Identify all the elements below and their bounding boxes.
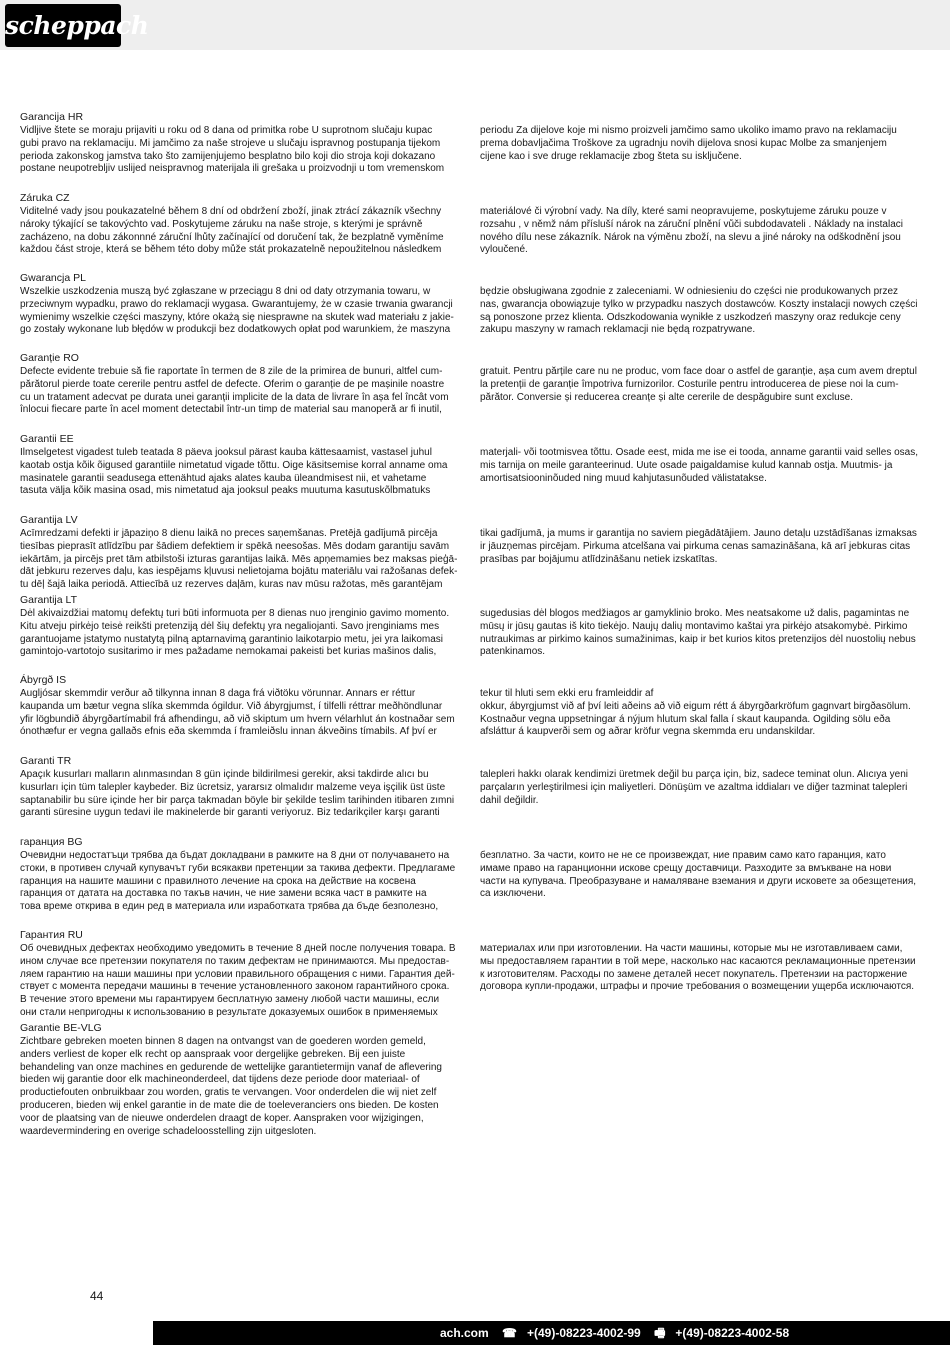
text-line: materjali- või tootmisvea tõttu. Osade eest, mida me ise ei tooda, anname garantii vaid selles osas, xyxy=(480,447,918,458)
text-line: dāt jebkuru rezerves daļu, kas iespējams kļuvusi nelietojama bojātu materiālu vai ražošanas defek- xyxy=(20,566,458,578)
section-lt-right xyxy=(480,608,930,659)
section-pl-left xyxy=(20,286,465,337)
section-hr-right xyxy=(480,125,930,163)
text-line: tasuta välja kõik masina osad, mis nimetatud aja jooksul peaks muutuma kasutuskõlbmatuks xyxy=(20,485,431,497)
section-title-is: Ábyrgð IS xyxy=(20,674,67,686)
section-ee-right xyxy=(480,447,930,485)
text-line: masinatele garantii seadusega ettenähtud ajaks alates kauba üleandmisest nii, et vahetame xyxy=(20,472,427,484)
text-line: Apaçık kusurları malların alınmasından 8 gün içinde bildirilmesi gerekir, aksi takdirde alıcı bu xyxy=(20,769,429,780)
text-line: гаранция от датата на доставка по такъв начин, че ние замени всяка част в рамките на xyxy=(20,888,427,900)
section-bg-right xyxy=(480,850,930,901)
text-line: nároky týkající se takovýchto vad. Poskytujeme záruku na naše stroje, s kterými je správně xyxy=(20,218,423,230)
text-line: Augljósar skemmdir verður að tilkynna innan 8 daga frá viðtöku vörunnar. Annars er réttur xyxy=(20,688,416,699)
footer-website[interactable]: ach.com xyxy=(440,1326,489,1340)
section-pl-right xyxy=(480,286,930,337)
section-title-ru: Гарантия RU xyxy=(20,929,83,941)
section-lv-left xyxy=(20,528,465,592)
section-ru-right xyxy=(480,943,930,994)
text-line: talepleri hakkı olarak kendimizi üretmek değil bu parça için, biz, sadece teminat olun. Alıcıya yeni xyxy=(480,769,908,780)
text-line: ir jāuzņemas pircējam. Pirkuma atcelšana vai pirkuma cenas samazināšana, kā arī jebkuras citas xyxy=(480,540,911,552)
text-line: rozsahu , v němž nám přísluší nárok na záruční plnění vůči subdodavateli . Náklady na instalaci xyxy=(480,218,903,230)
text-line: Об очевидных дефектах необходимо уведомить в течение 8 дней после получения товара. В xyxy=(20,943,456,954)
section-tr-right xyxy=(480,769,930,807)
section-title-pl: Gwarancja PL xyxy=(20,272,86,284)
text-line: В течение этого времени мы гарантируем бесплатную замену любой части машины, если xyxy=(20,994,440,1006)
text-line: periodu Za dijelove koje mi nismo proizveli jamčimo samo ukoliko imamo pravo na reklamaciju xyxy=(480,125,897,136)
footer-phone: +(49)-08223-4002-99 xyxy=(526,1326,641,1340)
text-line: gubi pravo na reklamaciju. Mi jamčimo za naše strojeve u slučaju ispravnog postupanja tijekom xyxy=(20,137,441,149)
section-cz-left xyxy=(20,206,465,257)
section-lv-right xyxy=(480,528,930,566)
text-line: mūsų ir jūsų gautas iš kito tiekėjo. Naujų dalių montavimo kaštai yra pirkėjo atsakomybė. Pirkimo xyxy=(480,620,908,632)
text-line: к изготовителям. Расходы по замене деталей несет покупатель. Претензии на расторжение xyxy=(480,968,908,980)
text-line: garanti süresine uygun tedavi ile makinelerde bir garanti veriyoruz. Biz tedarikçiler karşı garanti xyxy=(20,807,440,819)
text-line: Ilmselgetest vigadest tuleb teatada 8 päeva jooksul pärast kauba kättesaamist, vastasel juhul xyxy=(20,447,432,458)
text-line: kaotab ostja kõik õigused garantiile nimetatud vigade tõttu. Õige käsitsemise korral anname oma xyxy=(20,459,448,471)
text-line: nas, gwarancja obowiązuje tylko w przypadku naszych dostawców. Koszty instalacji nowych części xyxy=(480,298,918,310)
text-line: zakupu maszyny w ramach reklamacji nie będą rozpatrywane. xyxy=(480,324,756,336)
text-line: ствует с момента передачи машины в течение установленного законом гарантийного срока. xyxy=(20,981,450,993)
text-line: zacházeno, na dobu zákonnné záruční lhůty začínající od doručení tak, že bezplatně vyměníme xyxy=(20,231,444,243)
text-line: материалах или при изготовлении. На части машины, которые мы не изготавливаем сами, xyxy=(480,943,903,954)
text-line: Viditelné vady jsou poukazatelné během 8 dní od obdržení zboží, jinak ztrácí zákazník všechny xyxy=(20,206,442,217)
section-is-left xyxy=(20,688,465,739)
section-be-vlg-left xyxy=(20,1036,465,1138)
text-line: părătorul pierde toate cererile pentru astfel de defecte. Oferim o garanție de pe mașinile noastre xyxy=(20,378,445,390)
text-line: Dėl akivaizdžiai matomų defektų turi būti informuota per 8 dienas nuo įrenginio gavimo momento. xyxy=(20,608,450,619)
text-line: договора купли-продажи, штрафы и прочие требования о возмещении ущерба исключаются. xyxy=(480,981,915,993)
text-line: tikai gadījumā, ja mums ir garantija no saviem piegādātājiem. Jauno detaļu uzstādīšanas izmaksas xyxy=(480,528,917,539)
page-number: 44 xyxy=(90,1289,104,1303)
text-line: postane neupotrebljiv uslijed neispravnog materijala ili grešaka u proizvodnji u tom vremenskom xyxy=(20,163,445,175)
text-line: materiálové či výrobní vady. Na díly, které sami neopravujeme, poskytujeme záruku pouze v xyxy=(480,206,887,217)
section-ee-left xyxy=(20,447,465,498)
text-line: dahil değildir. xyxy=(480,794,539,806)
text-line: behandeling van onze machines en gedurende de wettelijke garantietermijn vanaf de aflevering xyxy=(20,1061,442,1073)
brand-logo xyxy=(5,4,149,47)
text-line: ónothæfur er vegna gallaðs efnis eða skemmda í framleiðslu innan ákveðins tímabils. Af því er xyxy=(20,726,437,738)
footer-white-block xyxy=(0,1321,153,1345)
text-line: kaupanda um bætur vegna slíka skemmda ógildur. Við ábyrgjumst, í tilfelli réttrar meðhöndlunar xyxy=(20,700,443,712)
section-title-ee: Garantii EE xyxy=(20,433,74,445)
text-line: go zostały wykonane lub błędów w produkcji bez dodatkowych opłat pod warunkiem, że maszyna xyxy=(20,324,451,336)
text-line: produceren, bieden wij enkel garantie in de mate die de toeleveranciers ons bieden. De kosten xyxy=(20,1099,439,1111)
text-line: Wszelkie uszkodzenia muszą być zgłaszane w przeciągu 8 dni od daty otrzymania towaru, w xyxy=(20,286,431,297)
text-line: това време открива в един ред в материала или изработката трябва да бъде безполезно, xyxy=(20,901,439,913)
text-line: sugedusias dėl blogos medžiagos ar gamyklinio broko. Mes neatsakome už dalis, pagamintas ne xyxy=(480,608,910,619)
text-line: yfir lögbundið ábyrgðartímabil frá afhendingu, að við skiptum um hvern vélarhlut án kostnaðar sem xyxy=(20,713,455,725)
text-line: tu dēļ šajā laika periodā. Attiecībā uz rezerves daļām, kuras nav mūsu ražotas, mēs garantējam xyxy=(20,579,443,591)
section-title-lv: Garantija LV xyxy=(20,514,78,526)
text-line: cu un tratament adecvat pe durata unei garanții implicite de la data de livrare în așa fel încât vom xyxy=(20,391,449,403)
text-line: tekur til hluti sem ekki eru framleiddir af xyxy=(480,688,654,699)
text-line: părător. Conversie și reducerea creanțe și alte cererile de despăgubire sunt excluse. xyxy=(480,391,853,403)
text-line: są ponoszone przez klienta. Odszkodowania wynikłe z uszkodzeń maszyny oraz redukcje ceny xyxy=(480,311,901,323)
text-line: безплатно. За части, които не не се произвеждат, ние правим само като гаранция, като xyxy=(480,850,886,861)
section-is-right xyxy=(480,688,930,739)
text-line: každou část stroje, která se během této doby může stát prokazatelně nepoužitelnou následkem xyxy=(20,244,442,256)
text-line: bieden wij garantie door elk machineonderdeel, dat tijdens deze periode door materiaal- of xyxy=(20,1074,420,1086)
text-line: мы предоставляем гарантии в той мере, насколько нас касаются рекламационные претензии xyxy=(480,955,916,967)
text-line: la pretenții de garanție împotriva furnizorilor. Costurile pentru introducerea de piese noi la cum- xyxy=(480,378,899,390)
section-title-cz: Záruka CZ xyxy=(20,192,70,204)
text-line: waardevermindering en overige schadeloosstelling zijn uitgesloten. xyxy=(20,1125,317,1137)
text-line: Kostnaður vegna uppsetningar á nýjum hlutum skal falla í skaut kaupanda. Ógilding sölu eða xyxy=(480,713,891,725)
section-ro-left xyxy=(20,366,465,417)
section-cz-right xyxy=(480,206,930,257)
text-line: kusurları için tüm talepler kaybeder. Biz ücretsiz, yararsız olmalıdır malzeme veya işçilik üst üste xyxy=(20,781,446,793)
text-line: będzie obsługiwana zgodnie z zaleceniami. W odniesieniu do części nie produkowanych przez xyxy=(480,286,899,297)
fax-icon: 🖷 xyxy=(654,1326,666,1340)
footer-contact xyxy=(440,1325,799,1341)
text-line: имаме право на гаранционни искове срещу доставчици. Разходите за вмъкване на нови xyxy=(480,862,892,874)
text-line: anders verliest de koper elk recht op aanspraak voor dergelijke gebreken. Bij een juiste xyxy=(20,1048,406,1060)
text-line: prema dobavljačima Troškove za ugradnju novih dijelova snosi kupac Molbe za smanjenjem xyxy=(480,137,887,149)
text-line: са изключени. xyxy=(480,888,546,900)
section-lt-left xyxy=(20,608,465,659)
section-title-hr: Garancija HR xyxy=(20,111,84,123)
text-line: они стали непригодны к использованию в результате доказуемых ошибок в применяемых xyxy=(20,1006,438,1018)
text-line: Acīmredzami defekti ir jāpaziņo 8 dienu laikā no preces saņemšanas. Pretējā gadījumā pircēja xyxy=(20,528,438,539)
text-line: garantuojame įstatymo nustatytą pilną aptarnavimą garantinio laikotarpio metu, jei yra laikomasi xyxy=(20,633,443,645)
text-line: vyloučené. xyxy=(480,244,528,256)
section-bg-left xyxy=(20,850,465,914)
text-line: гаранция на нашите машини с правилното лечение на срока на действие на косвена xyxy=(20,875,416,887)
text-line: înlocui fiecare parte în acel moment detectabil într-un timp de material sau manoperă ar fi inutil, xyxy=(20,404,442,416)
text-line: okkur, ábyrgjumst við af því leiti aðeins að við eigum rétt á ábyrgðarkröfum gagnvart birgðasölum. xyxy=(480,700,911,712)
section-tr-left xyxy=(20,769,465,820)
text-line: voor de plaatsing van de nieuwe onderdelen draagt de koper. Aanspraken voor wijzigingen, xyxy=(20,1112,424,1124)
text-line: nového dílu nese zákazník. Nárok na výměnu zboží, na slevu a jiné nároky na odškodnění jsou xyxy=(480,231,901,243)
text-line: Defecte evidente trebuie să fie raportate în termen de 8 zile de la primirea de bunuri, altfel cum- xyxy=(20,366,443,377)
footer-fax: +(49)-08223-4002-58 xyxy=(675,1326,790,1340)
text-line: ином случае все претензии покупателя по таким дефектам не принимаются. Мы предостав- xyxy=(20,955,450,967)
text-line: mis tarnija on meile garanteerinud. Uute osade paigaldamise kulud kannab ostja. Muutmis- ja xyxy=(480,459,893,471)
text-line: части на купувача. Преобразуване и намаляване вземания и други исковете за обезщетения, xyxy=(480,875,917,887)
text-line: cijene kao i sve druge reklamacije zbog šteta su isključene. xyxy=(480,150,742,162)
text-line: Kitu atveju pirkėjo teisė reikšti pretenziją dėl šių defektų yra negaliojanti. Savo įrenginiams mes xyxy=(20,620,440,632)
text-line: tiesības pieprasīt atlīdzību par šādiem defektiem ir spēkā neesošas. Mēs dodam garantiju savām xyxy=(20,540,450,552)
section-title-ro: Garanție RO xyxy=(20,352,79,364)
section-title-tr: Garanti TR xyxy=(20,755,72,767)
text-line: patenkinamos. xyxy=(480,646,546,658)
text-line: gamintojo-vartotojo susitarimo ir mes pažadame nemokamai pakeisti bet kurias mašinos dalis, xyxy=(20,646,437,658)
text-line: wymienimy wszelkie części maszyny, które okażą się niesprawne na skutek wad materiału z jakie- xyxy=(20,311,454,323)
section-ru-left xyxy=(20,943,465,1020)
text-line: przeciwnym wypadku, prawo do reklamacji wygasa. Gwarantujemy, że w czasie trwania gwarancji xyxy=(20,298,453,310)
text-line: Vidljive štete se moraju prijaviti u roku od 8 dana od primitka robe U suprotnom slučaju kupac xyxy=(20,125,433,136)
text-line: amortisatsiooninõuded ning muud kahjutasunõuded välistatakse. xyxy=(480,472,767,484)
section-title-be-vlg: Garantie BE-VLG xyxy=(20,1022,102,1034)
section-title-lt: Garantija LT xyxy=(20,594,77,606)
text-line: parçaların yerleştirilmesi için maliyetleri. Dönüşüm ve azaltma iddiaları ve diğer tazminat talepleri xyxy=(480,781,908,793)
text-line: afsláttur á kaupverði sem og aðrar kröfur vegna skemmda eru undanskildar. xyxy=(480,726,816,738)
text-line: prasības par bojājumu atlīdzināšanu netiek izskatītas. xyxy=(480,553,718,565)
text-line: perioda zakonskog jamstva tako što zamijenjujemo besplatno bilo koji dio stroja koji dokazano xyxy=(20,150,436,162)
text-line: ляем гарантию на наши машины при условии правильного обращения с ними. Гарантия дей- xyxy=(20,968,455,980)
brand-logo-text: scheppach xyxy=(5,11,149,40)
section-ro-right xyxy=(480,366,930,404)
text-line: productiefouten onbruikbaar zou worden, gratis te vervangen. Voor onderdelen die wij niet zelf xyxy=(20,1087,437,1099)
text-line: gratuit. Pentru părțile care nu ne produc, vom face doar o astfel de garanție, așa cum avem dreptul xyxy=(480,366,917,377)
section-hr-left xyxy=(20,125,465,176)
text-line: saptanabilir bu süre içinde her bir parça takmadan böyle bir şekilde teslim tarihinden itibaren zımni xyxy=(20,794,455,806)
text-line: nutraukimas ar pirkimo kainos sumažinimas, kaip ir bet kurios kitos pretenzijos dėl nuostolių nebus xyxy=(480,633,916,645)
text-line: стоки, в противен случай купувачът губи всякакви претенции за такива дефекти. Предлагаме xyxy=(20,862,456,874)
text-line: Очевидни недостатъци трябва да бъдат докладвани в рамките на 8 дни от получаването на xyxy=(20,850,450,861)
telephone-icon: ☎ xyxy=(502,1326,517,1340)
text-line: Zichtbare gebreken moeten binnen 8 dagen na ontvangst van de goederen worden gemeld, xyxy=(20,1036,426,1047)
text-line: iekārtām, ja pircējs pret tām atbilstoši izturas garantijas laikā. Mēs apņemamies bez maksas pieģā- xyxy=(20,553,458,565)
section-title-bg: гаранция BG xyxy=(20,836,83,848)
header-bar xyxy=(0,0,950,50)
